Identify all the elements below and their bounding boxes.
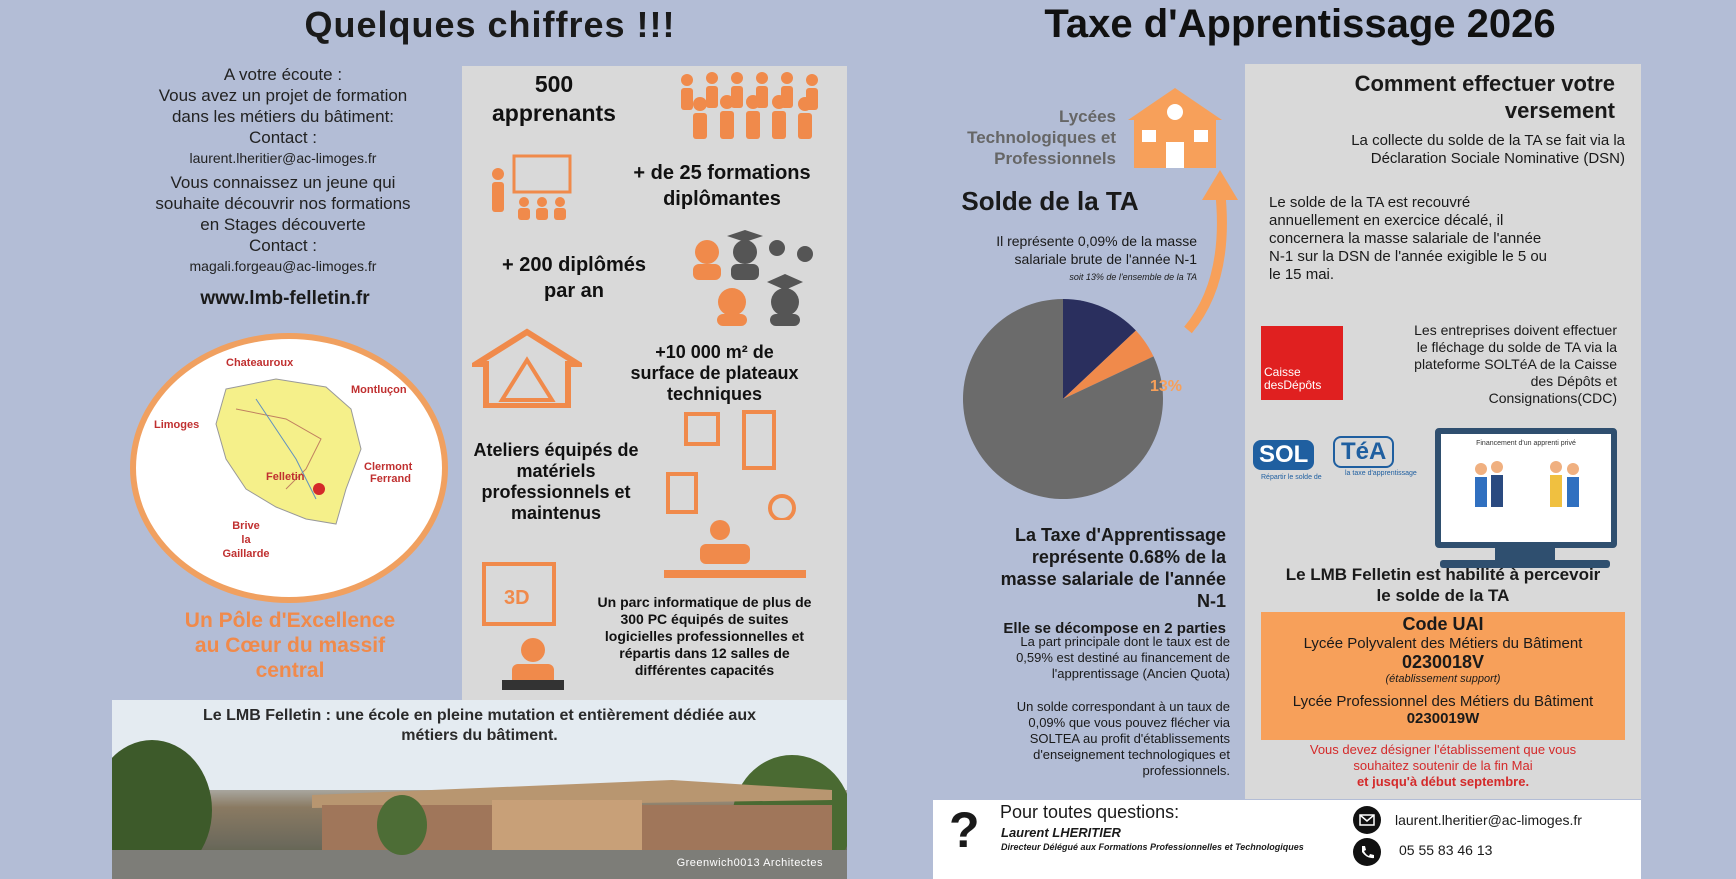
- recouvre-line2: annuellement en exercice décalé, il: [1269, 212, 1504, 229]
- construction-site-icon: [472, 328, 582, 408]
- stat-apprenants: [474, 70, 634, 128]
- website-link[interactable]: www.lmb-felletin.fr: [200, 288, 370, 309]
- taxe-line2: représente 0.68% de la: [1031, 547, 1226, 567]
- people-illustration-icon: [1441, 447, 1611, 527]
- part1-line3: l'apprentissage (Ancien Quota): [1051, 666, 1230, 681]
- contact1-line2: Vous avez un projet de formation: [158, 86, 408, 105]
- city-montlucon: Montluçon: [351, 384, 407, 396]
- stat-ateliers-3: professionnels et: [481, 482, 631, 502]
- designer-line2: souhaitez soutenir de la fin Mai: [1353, 758, 1533, 773]
- contact2-label: Contact :: [248, 236, 318, 255]
- photo-caption-1: Le LMB Felletin : une école en pleine mutation et entièrement dédiée aux: [203, 707, 756, 724]
- designer-line1: Vous devez désigner l'établissement que vous: [1309, 742, 1577, 757]
- stat-diplomes: [474, 252, 674, 304]
- part1-line2: 0,59% est destiné au financement de: [1016, 650, 1230, 665]
- caisse-des-depots-logo: [1261, 326, 1343, 400]
- envelope-icon: [1353, 806, 1381, 834]
- recouvre-line3: concernera la masse salariale de l'année: [1269, 230, 1542, 247]
- recouvre-text: [1269, 194, 1639, 284]
- contact1-label: Contact :: [248, 128, 318, 147]
- graduates-icon: [687, 230, 827, 326]
- collect-line1: La collecte du solde de la TA se fait via la: [1351, 132, 1625, 149]
- contact1-email[interactable]: laurent.lheritier@ac-limoges.fr: [189, 150, 377, 166]
- soltea-logo-tea: TéA: [1333, 436, 1394, 468]
- people-crowd-icon: [667, 68, 835, 144]
- stat-surface: [587, 342, 842, 405]
- pie-chart: [960, 296, 1166, 502]
- stat-formations-2: diplômantes: [663, 188, 781, 210]
- stat-ateliers-4: maintenus: [510, 503, 602, 523]
- contact-footer: [933, 800, 1641, 879]
- contact1-line1: A votre écoute :: [223, 65, 343, 84]
- contact2-line1: Vous connaissez un jeune qui: [170, 173, 396, 192]
- habilite-line2: le solde de la TA: [1376, 586, 1510, 605]
- slogan-line2: au Cœur du massif: [194, 634, 386, 657]
- recouvre-line1: Le solde de la TA est recouvré: [1269, 194, 1471, 211]
- part2-line3: SOLTEA au profit d'établissements: [1029, 731, 1230, 746]
- footer-role: Directeur Délégué aux Formations Professionnelles et Technologiques: [1001, 842, 1304, 852]
- stat-apprenants-2: apprenants: [492, 100, 616, 126]
- stat-surface-1: +10 000 m² de: [655, 342, 774, 362]
- 3d-printer-icon: [480, 560, 560, 630]
- contact-block-stages: [118, 172, 448, 277]
- solde-desc-2: salariale brute de l'année N-1: [1014, 251, 1197, 267]
- monitor-stand: [1495, 548, 1555, 560]
- laptop-user-icon: [498, 634, 568, 696]
- lycees-line2: Technologiques et: [967, 128, 1116, 147]
- solde-note: soit 13% de l'ensemble de la TA: [1069, 272, 1197, 282]
- designer-text: [1245, 742, 1641, 790]
- stat-parc-2: 300 PC équipés de suites: [620, 611, 789, 627]
- solde-title: Solde de la TA: [961, 186, 1139, 216]
- flechage-line2: le fléchage du solde de TA via la: [1416, 339, 1617, 355]
- taxe-line3: masse salariale de l'année: [1000, 569, 1226, 589]
- teacher-classroom-icon: [484, 152, 574, 222]
- screen-title: Financement d'un apprenti privé: [1476, 440, 1576, 447]
- slogan-line3: central: [255, 659, 325, 682]
- cdc-logo-1: Caisse: [1264, 365, 1301, 379]
- stat-surface-3: techniques: [666, 384, 763, 404]
- workshop-tools-icon: [662, 410, 812, 520]
- decompose-title: Elle se décompose en 2 parties: [1003, 620, 1226, 637]
- habilite-text: [1245, 564, 1641, 606]
- stat-ateliers-1: Ateliers équipés de: [473, 440, 639, 460]
- stat-parc-info: [562, 594, 847, 679]
- taxe-statement: [920, 524, 1226, 612]
- stat-surface-2: surface de plateaux: [630, 363, 799, 383]
- uai-lp1: Lycée Polyvalent des Métiers du Bâtiment: [1303, 635, 1583, 652]
- lycees-label: [900, 106, 1116, 169]
- region-map: [130, 333, 448, 603]
- part2-line1: Un solde correspondant à un taux de: [1016, 699, 1230, 714]
- arrow-up-icon: [1180, 170, 1240, 340]
- recouvre-line5: le 15 mai.: [1269, 266, 1335, 283]
- collect-line2: Déclaration Sociale Nominative (DSN): [1370, 150, 1625, 167]
- city-brive-3: Gaillarde: [222, 548, 270, 560]
- footer-name: Laurent LHERITIER: [1001, 825, 1121, 840]
- uai-title: Code UAI: [1402, 614, 1484, 634]
- stat-parc-5: différentes capacités: [634, 662, 775, 678]
- footer-phone[interactable]: 05 55 83 46 13: [1399, 842, 1493, 858]
- part2-line4: d'enseignement technologiques et: [1033, 747, 1230, 762]
- flechage-line4: des Dépôts et: [1530, 373, 1617, 389]
- city-clermont: Clermont: [364, 461, 413, 473]
- uai-code1[interactable]: 0230018V: [1401, 652, 1485, 672]
- stats-panel: [462, 66, 847, 700]
- city-chateauroux: Chateauroux: [226, 357, 294, 369]
- left-title: Quelques chiffres !!!: [304, 4, 676, 45]
- svg-text:3D: 3D: [504, 587, 530, 609]
- slogan: [110, 608, 470, 683]
- contact1-line3: dans les métiers du bâtiment:: [171, 107, 395, 126]
- city-brive: [216, 519, 276, 561]
- solde-desc-1: Il représente 0,09% de la masse: [996, 233, 1197, 249]
- soltea-screen: [1435, 428, 1617, 548]
- code-uai-box: [1261, 612, 1625, 740]
- taxe-line1: La Taxe d'Apprentissage: [1014, 525, 1226, 545]
- versement-panel: [1245, 64, 1641, 799]
- stat-formations-1: + de 25 formations: [633, 162, 811, 184]
- pie-data-label: 13%: [1150, 378, 1183, 395]
- right-title: Taxe d'Apprentissage 2026: [1044, 2, 1556, 46]
- stat-diplomes-2: par an: [543, 280, 605, 302]
- stat-parc-4: répartis dans 12 salles de: [619, 645, 790, 661]
- uai-lp2: Lycée Professionnel des Métiers du Bâtiment: [1292, 693, 1594, 710]
- stat-ateliers: [458, 440, 654, 524]
- photo-caption-2: métiers du bâtiment.: [401, 727, 558, 744]
- habilite-line1: Le LMB Felletin est habilité à percevoir: [1285, 565, 1601, 584]
- city-felletin: Felletin: [266, 471, 305, 483]
- solde-description: [920, 232, 1197, 286]
- how-title: [1255, 70, 1615, 124]
- recouvre-line4: N-1 sur la DSN de l'année exigible le 5 ou: [1269, 248, 1548, 265]
- footer-questions: Pour toutes questions:: [1000, 802, 1180, 822]
- question-mark-icon: ?: [949, 802, 980, 858]
- flechage-text: [1345, 322, 1617, 407]
- part-solde: [920, 699, 1230, 779]
- how-title-1: Comment effectuer votre: [1354, 71, 1615, 96]
- collecte-text: [1255, 132, 1625, 168]
- city-limoges: Limoges: [154, 419, 200, 431]
- contact2-email[interactable]: magali.forgeau@ac-limoges.fr: [189, 258, 377, 274]
- uai-code2[interactable]: 0230019W: [1406, 710, 1480, 727]
- how-title-2: versement: [1504, 98, 1615, 123]
- contact2-line2: souhaite découvrir nos formations: [155, 194, 411, 213]
- footer-email[interactable]: laurent.lheritier@ac-limoges.fr: [1395, 812, 1582, 828]
- flechage-line3: plateforme SOLTéA de la Caisse: [1414, 356, 1617, 372]
- soltea-sub-1: Répartir le solde de: [1261, 474, 1322, 481]
- stat-formations: [602, 160, 842, 212]
- stat-diplomes-1: + 200 diplômés: [502, 254, 646, 276]
- cdc-logo-2: desDépôts: [1264, 378, 1322, 392]
- uai-support: (établissement support): [1385, 673, 1501, 685]
- part-principale: [920, 634, 1230, 682]
- stat-ateliers-2: matériels: [516, 461, 596, 481]
- school-building-icon: [1124, 82, 1226, 172]
- contact-block-formation: [118, 64, 448, 169]
- lycees-line3: Professionnels: [994, 149, 1116, 168]
- lycees-line1: Lycées: [1058, 107, 1116, 126]
- flechage-line1: Les entreprises doivent effectuer: [1414, 322, 1617, 338]
- photo-caption: [112, 706, 847, 746]
- city-brive-2: la: [241, 534, 251, 546]
- stat-parc-1: Un parc informatique de plus de: [597, 594, 812, 610]
- slogan-line1: Un Pôle d'Excellence: [184, 609, 396, 632]
- worker-icon: [660, 516, 810, 584]
- city-ferrand: Ferrand: [370, 473, 411, 485]
- photo-credit: Greenwich0013 Architectes: [676, 857, 823, 869]
- taxe-line4: N-1: [1196, 591, 1226, 611]
- stat-apprenants-1: 500: [534, 71, 574, 97]
- soltea-logo-sol: SOL: [1253, 440, 1314, 470]
- contact2-line3: en Stages découverte: [200, 215, 366, 234]
- part1-line1: La part principale dont le taux est de: [1020, 634, 1230, 649]
- stat-parc-3: logicielles professionnelles et: [604, 628, 805, 644]
- building-photo: [112, 700, 847, 879]
- designer-line3: et jusqu'à début septembre.: [1356, 774, 1530, 789]
- phone-icon: [1353, 838, 1381, 866]
- flechage-line5: Consignations(CDC): [1488, 390, 1617, 406]
- city-brive-1: Brive: [232, 520, 260, 532]
- part2-line5: professionnels.: [1142, 763, 1230, 778]
- soltea-sub-2: la taxe d'apprentissage: [1345, 470, 1417, 477]
- soltea-logo: [1253, 440, 1423, 488]
- part2-line2: 0,09% que vous pouvez flécher via: [1028, 715, 1230, 730]
